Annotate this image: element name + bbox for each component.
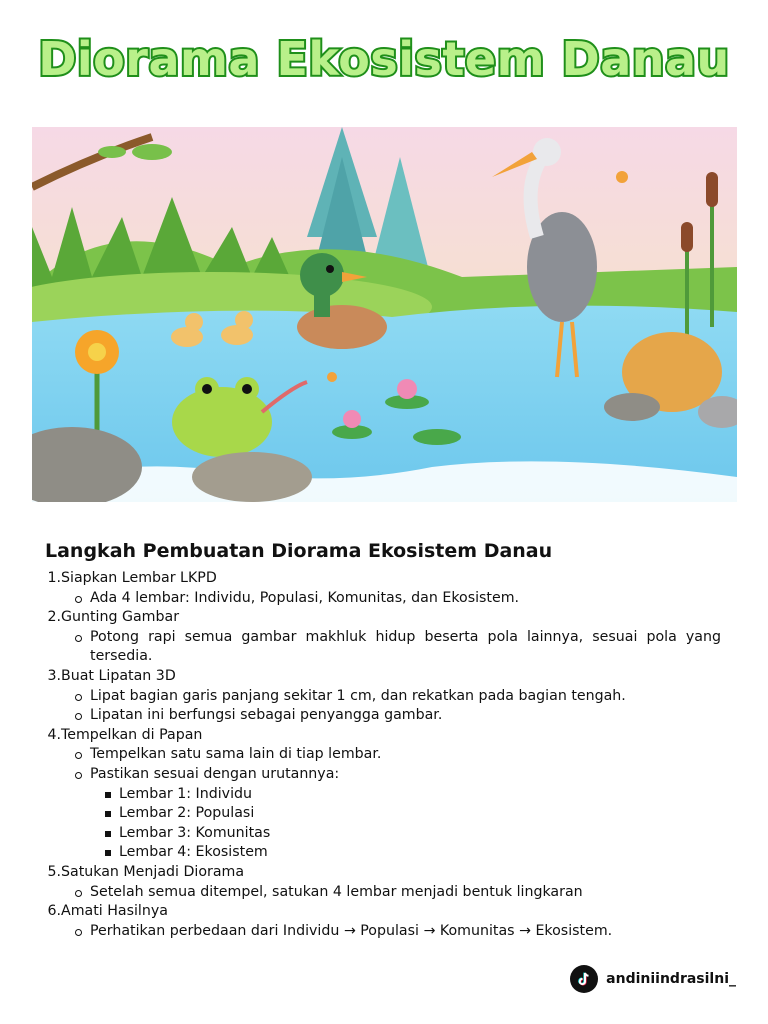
sheet-item: Lembar 2: Populasi <box>119 804 721 824</box>
author-handle: andiniindrasilni_ <box>606 971 736 987</box>
step-number: 1. <box>47 570 61 586</box>
section-heading: Langkah Pembuatan Diorama Ekosistem Danau <box>45 540 553 562</box>
lake-ecosystem-illustration <box>32 127 737 502</box>
step-label: Gunting Gambar <box>61 609 180 626</box>
step-detail-text: Pastikan sesuai dengan urutannya: <box>90 765 340 782</box>
sheet-item: Lembar 4: Ekosistem <box>119 843 721 863</box>
step-number: 3. <box>47 667 61 684</box>
step-5 <box>45 863 721 902</box>
step-detail: Perhatikan perbedaan dari Individu → Populasi → Komunitas → Ekosistem. <box>90 922 721 942</box>
step-2 <box>45 608 721 667</box>
step-detail: Lipatan ini berfungsi sebagai penyangga gambar. <box>90 706 721 726</box>
step-label: Satukan Menjadi Diorama <box>61 863 245 880</box>
step-number: 6. <box>47 903 61 920</box>
step-number: 4. <box>47 726 61 743</box>
step-label: Buat Lipatan 3D <box>61 667 176 684</box>
sheet-item: Lembar 3: Komunitas <box>119 824 721 844</box>
step-label: Tempelkan di Papan <box>61 726 203 743</box>
step-detail: Tempelkan satu sama lain di tiap lembar. <box>90 745 721 765</box>
step-detail: Potong rapi semua gambar makhluk hidup beserta pola lainnya, sesuai pola yang tersedia. <box>90 628 721 667</box>
step-4 <box>45 726 721 863</box>
step-detail: Setelah semua ditempel, satukan 4 lembar menjadi bentuk lingkaran <box>90 883 721 903</box>
step-1 <box>45 569 721 608</box>
step-number: 2. <box>47 609 61 626</box>
page-title: Diorama Ekosistem Danau <box>38 32 730 86</box>
author-credit <box>570 964 736 994</box>
sheet-item: Lembar 1: Individu <box>119 785 721 805</box>
step-number: 5. <box>47 863 61 880</box>
step-label: Amati Hasilnya <box>61 903 168 920</box>
step-detail: Ada 4 lembar: Individu, Populasi, Komunitas, dan Ekosistem. <box>90 589 721 609</box>
step-detail <box>90 765 721 863</box>
step-6 <box>45 902 721 941</box>
step-3 <box>45 667 721 726</box>
tiktok-icon <box>570 965 598 993</box>
step-label: Siapkan Lembar LKPD <box>61 570 217 586</box>
steps-list <box>45 569 721 941</box>
step-detail: Lipat bagian garis panjang sekitar 1 cm, dan rekatkan pada bagian tengah. <box>90 687 721 707</box>
